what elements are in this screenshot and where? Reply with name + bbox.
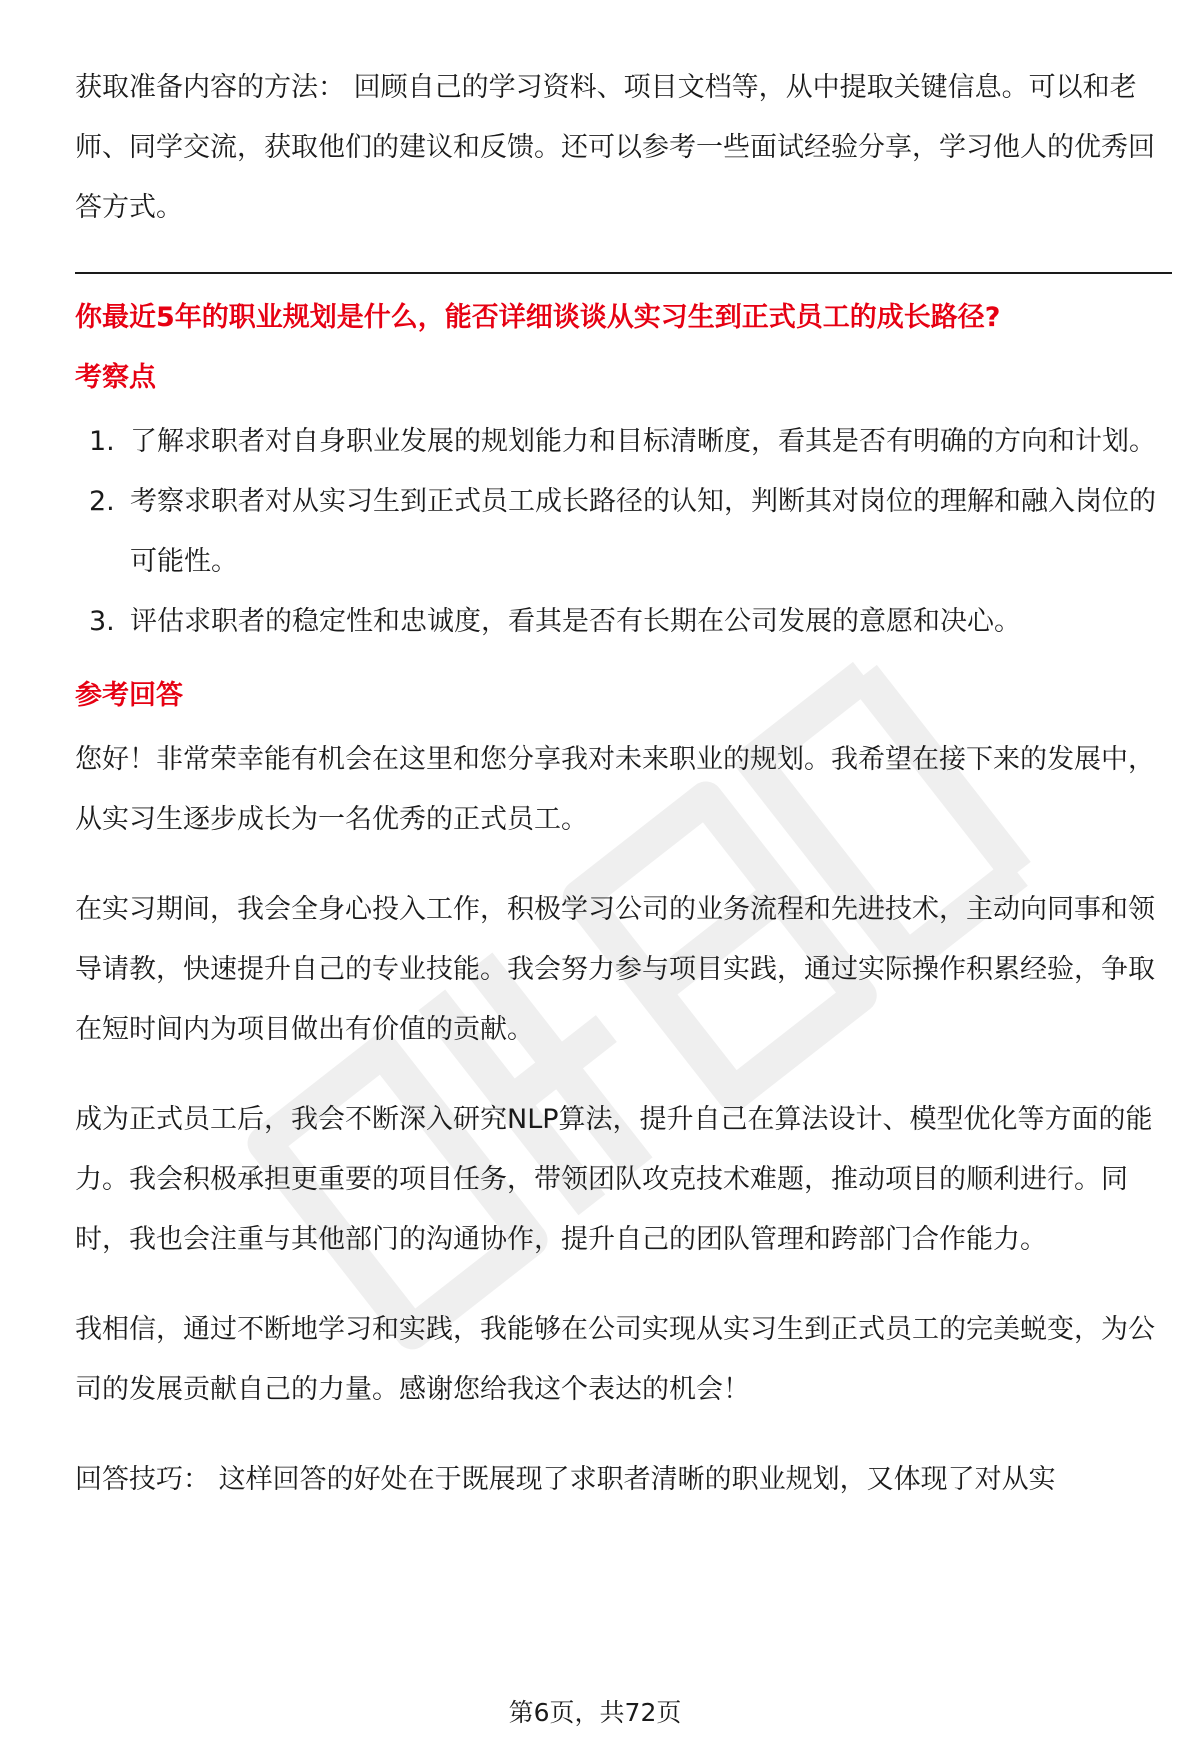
list-item-text: 考察求职者对从实习生到正式员工成长路径的认知，判断其对岗位的理解和融入岗位的可能性。 (130, 486, 1156, 577)
list-item-number: 2. (89, 486, 115, 517)
list-item-text: 评估求职者的稳定性和忠诚度，看其是否有长期在公司发展的意愿和决心。 (130, 606, 1021, 637)
tip-paragraph: 回答技巧： 这样回答的好处在于既展现了求职者清晰的职业规划，又体现了对从实 (75, 1464, 1056, 1495)
answer-paragraph: 您好！非常荣幸能有机会在这里和您分享我对未来职业的规划。我希望在接下来的发展中，从实习生逐步成长为一名优秀的正式员工。 (75, 744, 1155, 835)
answer-body (75, 730, 1170, 1420)
points-list (75, 412, 1170, 652)
list-item-text: 了解求职者对自身职业发展的规划能力和目标清晰度，看其是否有明确的方向和计划。 (130, 426, 1156, 457)
page-content (75, 58, 1170, 1510)
answer-heading: 参考回答 (75, 680, 183, 711)
list-item (75, 472, 1170, 592)
points-heading: 考察点 (75, 362, 156, 393)
question-heading: 你最近5年的职业规划是什么，能否详细谈谈从实习生到正式员工的成长路径? (75, 302, 1001, 333)
answer-paragraph: 在实习期间，我会全身心投入工作，积极学习公司的业务流程和先进技术，主动向同事和领导请教，快速提升自己的专业技能。我会努力参与项目实践，通过实际操作积累经验，争取在短时间内为项目做出有价值的贡献。 (75, 894, 1155, 1045)
list-item-number: 3. (89, 606, 115, 637)
list-item-number: 1. (89, 426, 115, 457)
intro-paragraph: 获取准备内容的方法： 回顾自己的学习资料、项目文档等，从中提取关键信息。可以和老师、同学交流，获取他们的建议和反馈。还可以参考一些面试经验分享，学习他人的优秀回答方式。 (75, 72, 1155, 223)
answer-paragraph: 我相信，通过不断地学习和实践，我能够在公司实现从实习生到正式员工的完美蜕变，为公司的发展贡献自己的力量。感谢您给我这个表达的机会！ (75, 1314, 1155, 1405)
answer-paragraph: 成为正式员工后，我会不断深入研究NLP算法，提升自己在算法设计、模型优化等方面的能力。我会积极承担更重要的项目任务，带领团队攻克技术难题，推动项目的顺利进行。同时，我也会注重与其他部门的沟通协作，提升自己的团队管理和跨部门合作能力。 (75, 1104, 1153, 1255)
list-item (75, 592, 1170, 652)
page-number: 第6页，共72页 (508, 1698, 682, 1727)
list-item (75, 412, 1170, 472)
section-divider (75, 272, 1172, 274)
